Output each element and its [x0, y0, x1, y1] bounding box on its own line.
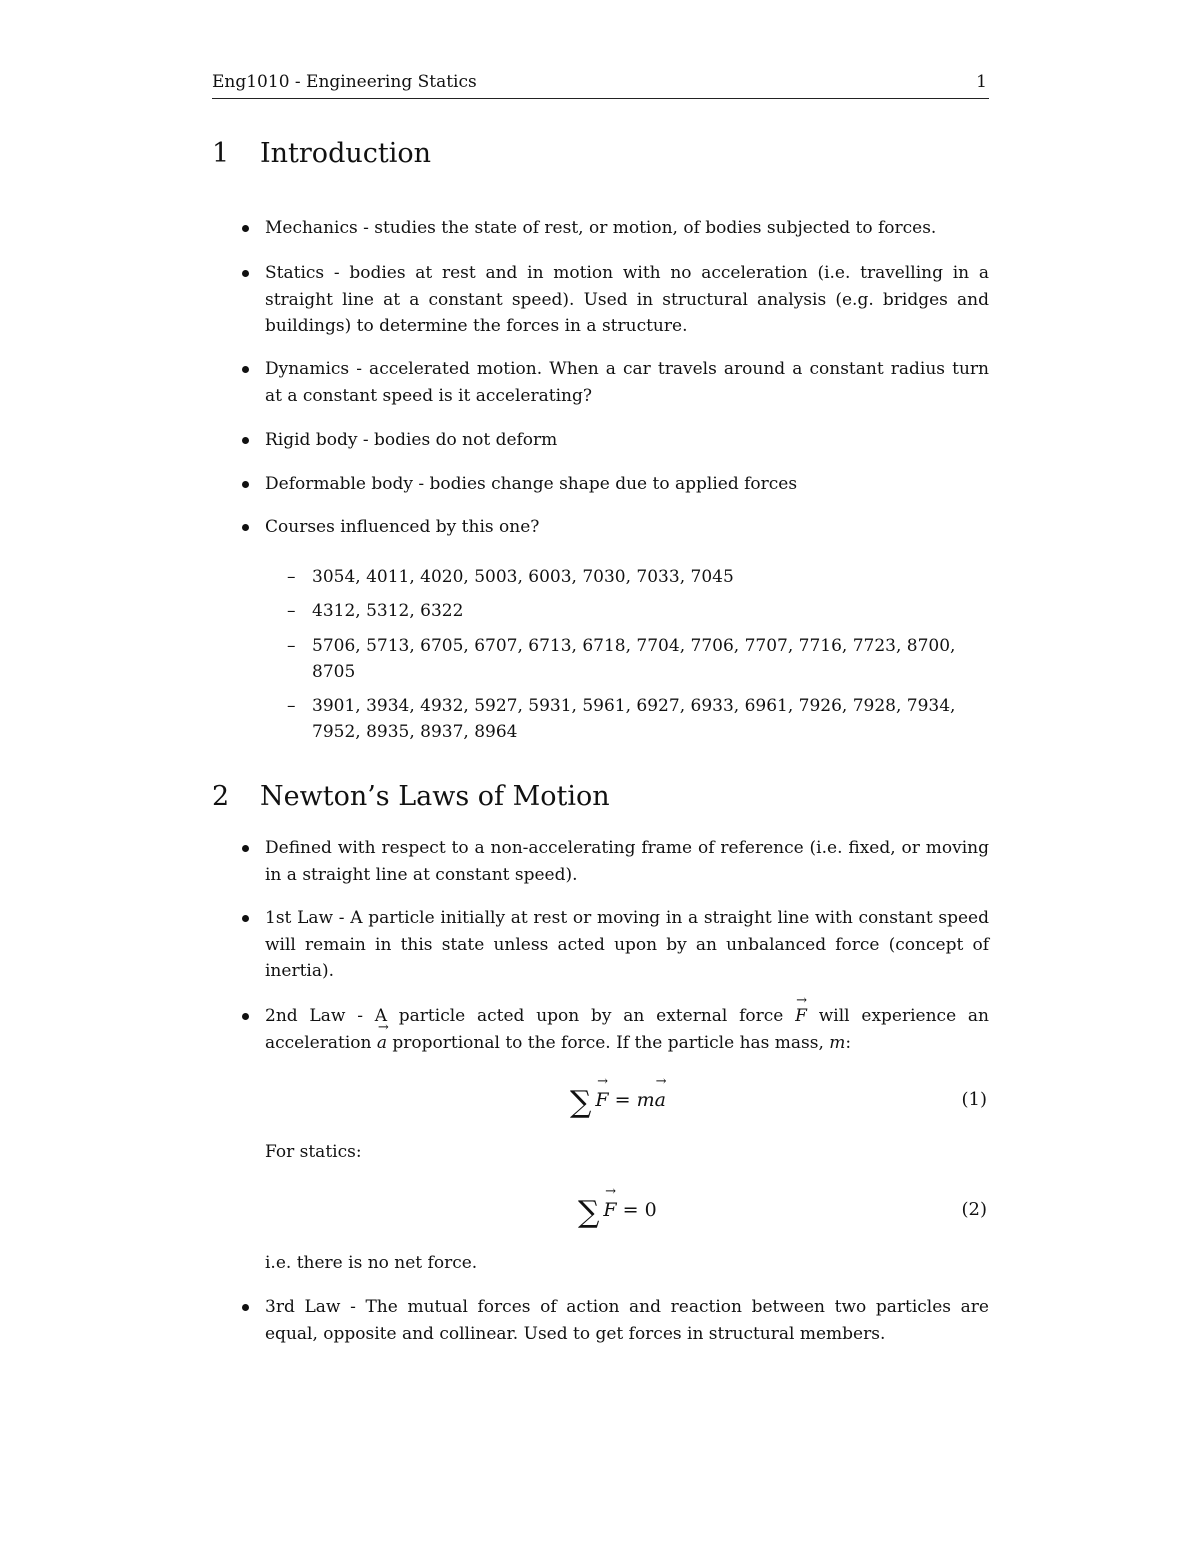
bullet-icon	[242, 481, 249, 488]
section-2-heading	[212, 781, 610, 812]
course-list-item	[287, 693, 989, 745]
list-item-reference-frame	[265, 835, 989, 888]
for-statics-text: For statics:	[265, 1142, 362, 1162]
equation-1-body	[570, 1085, 666, 1120]
law2-text: :	[845, 1032, 852, 1053]
running-header	[212, 70, 989, 99]
bullet-icon	[242, 915, 249, 922]
equation-number: (1)	[961, 1089, 987, 1110]
list-item-second-law	[265, 1003, 989, 1056]
equals-sign: =	[616, 1199, 645, 1221]
force-vector-symbol: → F	[795, 1003, 807, 1030]
list-item-third-law	[265, 1294, 989, 1347]
list-item-text: 3rd Law - The mutual forces of action and reaction between two particles are equal, opposite and collinear. Used to get forces in structural members.	[265, 1297, 989, 1344]
bullet-icon	[242, 270, 249, 277]
section-1-number: 1	[212, 138, 230, 169]
section-2-number: 2	[212, 781, 230, 812]
zero-value: 0	[644, 1199, 657, 1221]
list-item-text: Mechanics - studies the state of rest, or motion, of bodies subjected to forces.	[265, 218, 937, 238]
list-item-text: Deformable body - bodies change shape due to applied forces	[265, 474, 798, 494]
list-item-courses	[265, 514, 989, 541]
course-list-item	[287, 564, 989, 590]
bullet-icon	[242, 366, 249, 373]
page-number: 1	[976, 72, 987, 92]
list-item-text: Courses influenced by this one?	[265, 517, 540, 537]
list-item-text: Defined with respect to a non-accelerating frame of reference (i.e. fixed, or moving in a straight line at constant speed).	[265, 838, 989, 885]
dash-icon: –	[287, 601, 296, 621]
summation-symbol: ∑	[570, 1085, 592, 1120]
list-item-rigid-body	[265, 427, 989, 454]
equation-2	[265, 1195, 989, 1235]
list-item-first-law	[265, 905, 989, 985]
bullet-icon	[242, 1013, 249, 1020]
course-list-item	[287, 598, 989, 624]
force-vector-symbol: → F	[595, 1089, 608, 1111]
course-list-item	[287, 633, 989, 685]
section-1-title: Introduction	[260, 138, 431, 169]
course-numbers: 3901, 3934, 4932, 5927, 5931, 5961, 6927, 6933, 6961, 7926, 7928, 7934, 7952, 8935, 8937, 8964	[312, 696, 956, 742]
list-item-text: Dynamics - accelerated motion. When a car travels around a constant radius turn at a constant speed is it accelerating?	[265, 359, 989, 406]
list-item-dynamics	[265, 356, 989, 409]
equation-1	[265, 1085, 989, 1125]
list-item-deformable-body	[265, 471, 989, 498]
list-item-text: Rigid body - bodies do not deform	[265, 430, 558, 450]
list-item-statics	[265, 260, 989, 340]
section-1-heading	[212, 138, 431, 169]
dash-icon: –	[287, 567, 296, 587]
list-item-mechanics	[265, 215, 989, 242]
course-numbers: 3054, 4011, 4020, 5003, 6003, 7030, 7033, 7045	[312, 567, 734, 587]
bullet-icon	[242, 437, 249, 444]
bullet-icon	[242, 524, 249, 531]
course-numbers: 4312, 5312, 6322	[312, 601, 464, 621]
acceleration-vector-symbol: → a	[377, 1030, 387, 1057]
summation-symbol: ∑	[578, 1195, 600, 1230]
equation-2-body	[578, 1195, 657, 1230]
section-2-title: Newton’s Laws of Motion	[260, 781, 610, 812]
dash-icon: –	[287, 696, 296, 716]
law2-text: will experience an acceleration	[265, 1006, 989, 1053]
mass-symbol: m	[829, 1032, 846, 1053]
header-title: Eng1010 - Engineering Statics	[212, 72, 477, 92]
bullet-icon	[242, 1304, 249, 1311]
dash-icon: –	[287, 636, 296, 656]
list-item-text: Statics - bodies at rest and in motion with no acceleration (i.e. travelling in a straight line at a constant speed). Used in structural analysis (e.g. bridges and buildings) to determine the forces in a structure.	[265, 263, 989, 336]
bullet-icon	[242, 225, 249, 232]
equation-number: (2)	[961, 1199, 987, 1220]
list-item-text: 1st Law - A particle initially at rest or moving in a straight line with constant speed will remain in this state unless acted upon by an unbalanced force (concept of inertia).	[265, 908, 989, 981]
no-net-force-text: i.e. there is no net force.	[265, 1253, 478, 1273]
bullet-icon	[242, 845, 249, 852]
force-vector-symbol: → F	[603, 1199, 616, 1221]
acceleration-vector-symbol: → a	[655, 1089, 666, 1111]
equals-sign: =	[608, 1089, 637, 1111]
law2-text: proportional to the force. If the particle has mass,	[387, 1032, 830, 1053]
mass-symbol: m	[636, 1089, 655, 1111]
law2-text: 2nd Law - A particle acted upon by an external force	[265, 1006, 796, 1026]
course-numbers: 5706, 5713, 6705, 6707, 6713, 6718, 7704, 7706, 7707, 7716, 7723, 8700, 8705	[312, 636, 956, 682]
